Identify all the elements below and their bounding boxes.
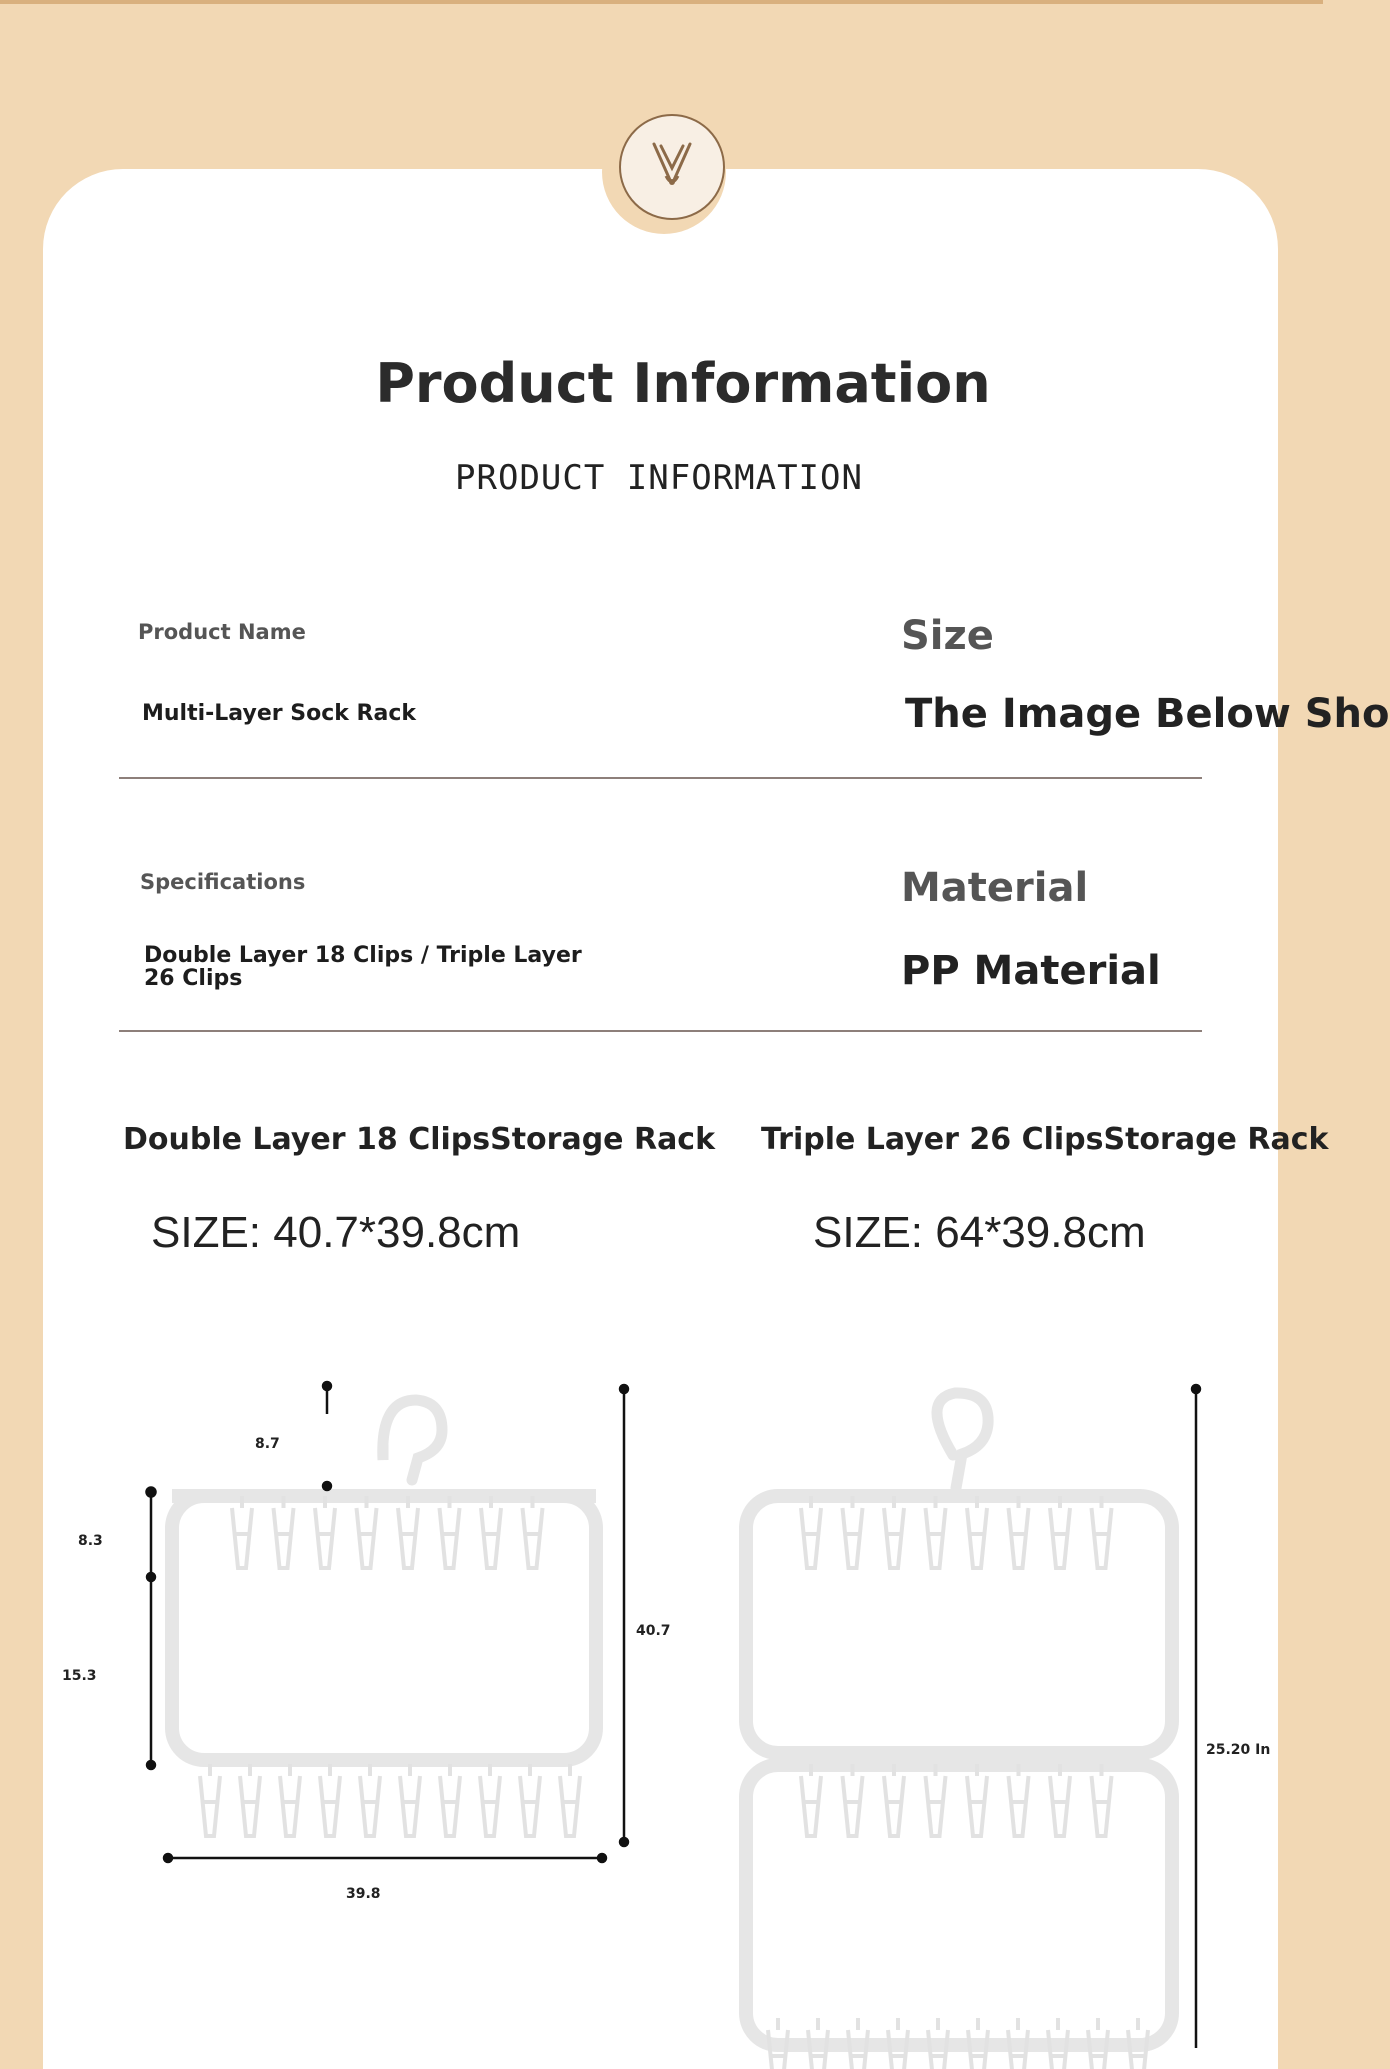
clip-icon <box>200 1764 220 1836</box>
dim-hook: 8.7 <box>255 1436 280 1452</box>
material-value: PP Material <box>901 948 1161 994</box>
clip-icon <box>1092 1496 1112 1568</box>
clip-icon <box>801 1496 821 1568</box>
product-name-label: Product Name <box>138 620 306 644</box>
clip-icon <box>560 1764 580 1836</box>
clip-icon <box>440 1764 460 1836</box>
clip-icon <box>280 1764 300 1836</box>
clip-icon <box>843 1764 863 1836</box>
clip-icon <box>240 1764 260 1836</box>
triple-rack-illustration <box>746 1393 1172 2069</box>
clip-icon <box>843 1496 863 1568</box>
clip-icon <box>481 1496 501 1568</box>
material-label: Material <box>901 865 1089 911</box>
clip-icon <box>398 1496 418 1568</box>
dim-height: 40.7 <box>636 1623 671 1639</box>
size-value: The Image Below Sho <box>905 691 1390 737</box>
clip-icon <box>1092 1764 1112 1836</box>
clip-icon <box>520 1764 540 1836</box>
clip-icon <box>320 1764 340 1836</box>
specifications-label: Specifications <box>140 870 306 894</box>
clip-icon <box>232 1496 252 1568</box>
clip-icon <box>480 1764 500 1836</box>
clip-icon <box>360 1764 380 1836</box>
page-subtitle: PRODUCT INFORMATION <box>455 458 863 498</box>
clip-icon <box>274 1496 294 1568</box>
clip-icon <box>315 1496 335 1568</box>
specifications-value-line2: 26 Clips <box>144 966 243 991</box>
dim-middle: 15.3 <box>62 1668 97 1684</box>
clip-icon <box>1009 1496 1029 1568</box>
triple-rack-size: SIZE: 64*39.8cm <box>813 1208 1146 1257</box>
dim-width: 39.8 <box>346 1886 381 1902</box>
clip-icon <box>801 1764 821 1836</box>
clip-icon <box>523 1496 543 1568</box>
clip-icon <box>1050 1764 1070 1836</box>
clip-icon <box>926 1764 946 1836</box>
clip-icon <box>884 1764 904 1836</box>
clip-icon <box>1050 1496 1070 1568</box>
double-rack-illustration <box>172 1400 596 1836</box>
dim-triple-height: 25.20 In <box>1206 1742 1271 1758</box>
clip-icon <box>357 1496 377 1568</box>
clip-icon <box>400 1764 420 1836</box>
triple-rack-title: Triple Layer 26 ClipsStorage Rack <box>761 1122 1329 1157</box>
double-rack-size: SIZE: 40.7*39.8cm <box>151 1208 521 1257</box>
clip-icon <box>967 1496 987 1568</box>
clip-icon <box>926 1496 946 1568</box>
clip-icon <box>884 1496 904 1568</box>
product-name-value: Multi-Layer Sock Rack <box>142 701 416 726</box>
specifications-value-line1: Double Layer 18 Clips / Triple Layer <box>144 943 582 968</box>
size-label: Size <box>901 613 994 659</box>
page-title: Product Information <box>375 352 991 415</box>
double-rack-title: Double Layer 18 ClipsStorage Rack <box>123 1122 716 1157</box>
dim-top: 8.3 <box>78 1533 103 1549</box>
clip-icon <box>1009 1764 1029 1836</box>
clip-icon <box>967 1764 987 1836</box>
clip-icon <box>440 1496 460 1568</box>
